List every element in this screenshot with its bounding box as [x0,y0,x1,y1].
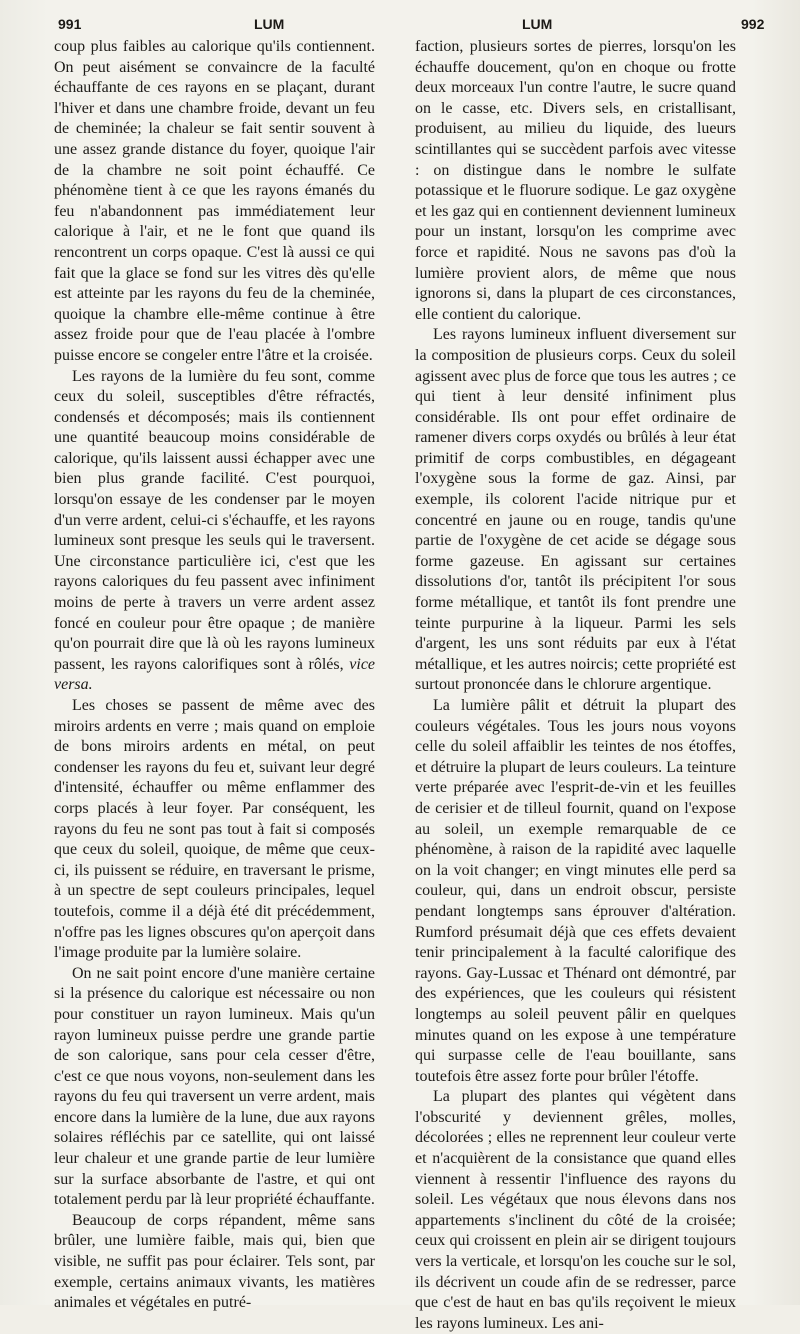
right-column [415,37,736,1334]
paragraph: Les rayons lumineux influent diversement sur la composition de plusieurs corps. Ceux du soleil agissent avec plus de force que tous les autres ; ce qui tient à leur densité infiniment plus considérable. Ils ont pour effet ordinaire de ramener divers corps oxydés ou brûlés à leur état primitif de corps combustibles, en dégageant l'oxygène sous la forme de gaz. Ainsi, par exemple, ils colorent l'acide nitrique pur et concentré en jaune ou en rouge, tandis qu'une partie de l'oxygène de cet acide se dégage sous forme gazeuse. En agissant sur certaines dissolutions d'or, tantôt ils précipitent l'or sous forme métallique, et tantôt ils font prendre une teinte purpurine à la liqueur. Parmi les sels d'argent, les uns sont réduits par eux à l'état métallique, et les autres noircis; cette propriété est surtout prononcée dans le chlorure argentique. [415,326,736,694]
paragraph: Les choses se passent de même avec des miroirs ardents en verre ; mais quand on emploie de bons miroirs ardents en métal, on peut condenser les rayons du feu et, suivant leur degré d'intensité, échauffer ou même enflammer des corps placés à leur foyer. Par conséquent, les rayons du feu ne sont pas tout à fait si composés que ceux du soleil, quoique, de même que ceux-ci, ils puissent se réduire, en traversant le prisme, à un spectre de sept couleurs principales, lequel toutefois, comme il a déjà été dit précédemment, n'offre pas les lignes obscures qu'on aperçoit dans l'image produite par la lumière solaire. [54,697,375,962]
right-page-number: 992 [741,16,765,32]
italic-phrase: vice versa. [54,655,376,694]
left-headword: LUM [254,16,285,32]
left-column [54,37,375,1314]
running-header [0,6,800,36]
paragraph-text: Les rayons de la lumière du feu sont, comme ceux du soleil, susceptibles d'être réfractés, condensés et décomposés; mais ils contiennent une quantité beaucoup moins considérable de calorique, qu'ils laissent aussi échapper avec une bien plus grande facilité. C'est pourquoi, lorsqu'on essaye de les condenser par le moyen d'un verre ardent, celui-ci s'échauffe, et les rayons lumineux sont presque les seuls qui le traversent. Une circonstance particulière ici, c'est que les rayons caloriques du feu passent avec infiniment moins de perte à travers un verre ardent assez foncé en couleur pour être opaque ; de manière qu'on pourrait dire que là où les rayons lumineux passent, les rayons calorifiques sont à rôlés, [54,367,375,673]
paragraph [54,367,375,697]
paragraph: On ne sait point encore d'une manière certaine si la présence du calorique est nécessaire ou non pour constituer un rayon lumineux. Mais qu'un rayon lumineux puisse perdre une grande partie de son calorique, sans pour cela cesser d'être, c'est ce que nous voyons, non-seulement dans les rayons du feu qui traversent un verre ardent, mais encore dans la lumière de la lune, due aux rayons solaires réfléchis par ce satellite, qui ont laissé leur chaleur et une grande partie de leur lumière sur la surface absorbante de l'astre, et qui ont totalement perdu par là leur propriété échauffante. [54,964,375,1209]
paragraph: La lumière pâlit et détruit la plupart des couleurs végétales. Tous les jours nous voyons celle du soleil affaiblir les teintes de nos étoffes, et détruire la plupart de leurs couleurs. La teinture verte préparée avec l'esprit-de-vin et les feuilles de cerisier et de tilleul fournit, quand on l'expose au soleil, un exemple remarquable de ce phénomène, à raison de la rapidité avec laquelle on la voit changer; en vingt minutes elle perd sa couleur, qui, dans un endroit obscur, persiste pendant longtemps sans éprouver d'altération. Rumford présumait déjà que ces effets devaient tenir principalement à la faculté calorifique des rayons. Gay-Lussac et Thénard ont démontré, par des expériences, que les couleurs qui résistent longtemps au soleil peuvent pâlir en quelques minutes quand on les expose à une température qui surpasse celle de l'eau bouillante, sans toutefois être assez forte pour brûler l'étoffe. [415,697,736,1085]
paragraph: La plupart des plantes qui végètent dans l'obscurité y deviennent grêles, molles, décolorées ; elles ne reprennent leur couleur verte et n'acquièrent de la consistance que quand elles viennent à ressentir l'influence des rayons du soleil. Les végétaux que nous élevons dans nos appartements s'inclinent du côté de la croisée; ceux qui croissent en plein air se dirigent toujours vers la verticale, et lorsqu'on les couche sur le sol, ils décrivent un coude afin de se redresser, parce que c'est de haut en bas qu'ils reçoivent le mieux les rayons lumineux. Les ani- [415,1088,736,1332]
right-headword: LUM [522,16,553,32]
paragraph: faction, plusieurs sortes de pierres, lorsqu'on les échauffe doucement, qu'on en choque ou frotte deux morceaux l'un contre l'autre, le sucre quand on le casse, etc. Divers sels, en cristallisant, produisent, au milieu du liquide, des lueurs scintillantes qui se succèdent parfois avec vitesse : on distingue dans le nombre le sulfate potassique et le fluorure sodique. Le gaz oxygène et les gaz qui en contiennent deviennent lumineux pour un instant, lorsqu'on les comprime avec force et rapidité. Nous ne savons pas d'où la lumière provient alors, de même que nous ignorons si, dans la plupart de ces circonstances, elle contient du calorique. [415,38,736,323]
paragraph: coup plus faibles au calorique qu'ils contiennent. On peut aisément se convaincre de la faculté échauffante de ces rayons en se plaçant, durant l'hiver et dans une chambre froide, devant un feu de cheminée; la chaleur se fait sentir souvent à une assez grande distance du foyer, quoique l'air de la chambre ne soit point échauffé. Ce phénomène tient à ce que les rayons émanés du feu n'abandonnent pas immédiatement leur calorique à l'air, et ne le font que quand ils rencontrent un corps opaque. C'est là aussi ce qui fait que la glace se fond sur les vitres dès qu'elle est atteinte par les rayons du feu de la cheminée, quoique la chambre elle-même continue à être assez froide pour que de l'eau placée à l'ombre puisse encore se congeler entre l'âtre et la croisée. [54,38,375,364]
paragraph: Beaucoup de corps répandent, même sans brûler, une lumière faible, mais qui, bien que visible, ne suffit pas pour éclairer. Tels sont, par exemple, certains animaux vivants, les matières animales et végétales en putré- [54,1211,375,1312]
left-page-number: 991 [58,16,82,32]
